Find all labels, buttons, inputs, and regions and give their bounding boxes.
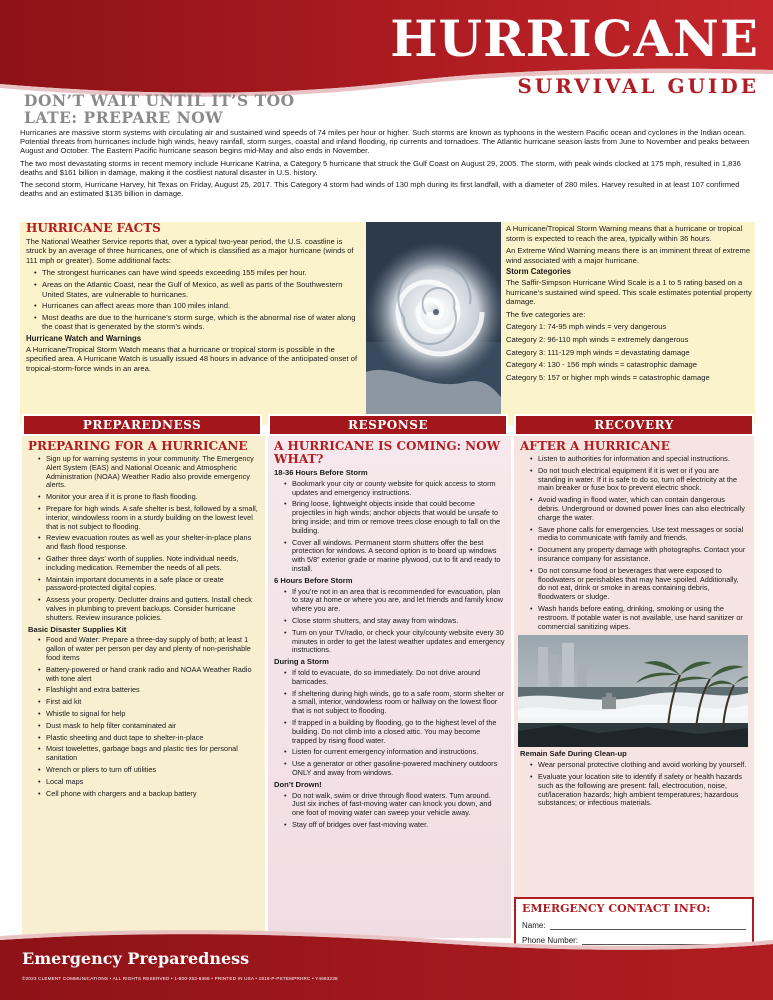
name-field[interactable] <box>550 922 746 930</box>
category-3: Category 3: 111-129 mph winds = devastating damage <box>506 347 690 357</box>
list-item: • If trapped in a building by flooding, go to the highest level of the building. Do not climb into a closed attic. You may become trapped by rising flood water. <box>284 719 505 745</box>
list-item: • Whistle to signal for help <box>38 710 259 719</box>
page-title: HURRICANE <box>390 9 759 68</box>
name-label: Name: <box>522 921 546 930</box>
preparedness-list <box>38 455 259 623</box>
response-bar: RESPONSE <box>268 414 508 436</box>
response-column <box>268 436 511 938</box>
storm-beach-image <box>518 635 748 747</box>
hurricane-satellite-image <box>366 222 501 425</box>
list-item: • The strongest hurricanes can have wind speeds exceeding 155 miles per hour. <box>34 268 360 278</box>
preparedness-title: PREPARING FOR A HURRICANE <box>28 439 248 453</box>
intro-text <box>20 128 755 201</box>
category-4: Category 4: 130 - 156 mph winds = catastrophic damage <box>506 360 698 370</box>
extreme-wind-text: An Extreme Wind Warning means there is an imminent threat of extreme wind associated with a major hurricane. <box>506 246 751 265</box>
preparedness-bar: PREPAREDNESS <box>22 414 262 436</box>
footer-copyright: ©2023 CLEMENT COMMUNICATIONS • ALL RIGHTS RESERVED • 1-800-253-6368 • PRINTED IN USA • 1916-P-PSTEMPRHRC • Y4683238 <box>22 976 338 981</box>
list-item: • Bring loose, lightweight objects inside that could become projectiles in high winds; anchor objects that would be unsafe to bring inside; and trim or remove trees close enough to fall on the building. <box>284 500 505 535</box>
list-item: • Prepare for high winds. A safe shelter is best, followed by a small, interior, windowless room in a sturdy building on the lowest level that is not subject to flooding. <box>38 505 259 531</box>
facts-intro: The National Weather Service reports that, over a typical two-year period, the U.S. coastline is struck by an average of three hurricanes, one of which is classified as a major hurricane (winds of 111 mph or greater). Some additional facts: <box>26 236 354 265</box>
list-item: • Areas on the Atlantic Coast, near the Gulf of Mexico, as well as parts of the Southwestern United States, are vulnerable to hurricanes. <box>34 280 360 299</box>
recovery-title: AFTER A HURRICANE <box>520 439 670 453</box>
list-item: • If you’re not in an area that is recommended for evacuation, plan to stay at home or where you are, and let friends and family know where you are. <box>284 588 505 614</box>
response-section-heading: 6 Hours Before Storm <box>274 575 353 585</box>
list-item: • Use a generator or other gasoline-powered machinery outdoors ONLY and away from windows. <box>284 760 505 778</box>
response-list <box>284 792 505 830</box>
header-banner <box>0 0 773 127</box>
footer-banner <box>0 930 773 1000</box>
list-item: • Bookmark your city or county website for quick access to storm updates and emergency instructions. <box>284 480 505 498</box>
facts-left-column <box>26 221 360 373</box>
emergency-contact-title: EMERGENCY CONTACT INFO: <box>522 902 711 915</box>
category-1: Category 1: 74-95 mph winds = very dangerous <box>506 322 667 332</box>
recovery-list <box>530 455 748 631</box>
footer-title: Emergency Preparedness <box>22 949 250 968</box>
list-item: • Stay off of bridges over fast-moving water. <box>284 821 505 830</box>
cleanup-list <box>530 761 748 808</box>
category-5: Category 5: 157 or higher mph winds = catastrophic damage <box>506 372 710 382</box>
list-item: • Flashlight and extra batteries <box>38 686 259 695</box>
name-line <box>522 921 746 930</box>
categories-lead: The five categories are: <box>506 309 586 319</box>
facts-heading: HURRICANE FACTS <box>26 221 161 235</box>
list-item: • Wrench or pliers to turn off utilities <box>38 766 259 775</box>
list-item: • Save phone calls for emergencies. Use text messages or social media to communicate with family and friends. <box>530 526 748 544</box>
recovery-column <box>514 436 754 938</box>
phone-label: Phone Number: <box>522 936 579 945</box>
list-item: • Local maps <box>38 778 259 787</box>
list-item: • Assess your property. Declutter drains and gutters. Install check valves in plumbing to prevent backups. Consider hurricane shutters. Review insurance policies. <box>38 596 259 622</box>
response-list <box>284 669 505 778</box>
intro-paragraph: The second storm, Hurricane Harvey, hit Texas on Friday, August 25, 2017. This Category 4 storm had winds of 130 mph during its first landfall, with a diameter of 280 miles. Harvey resulted in at least 107 confirmed deaths and an estimated $135 billion in damage. <box>20 180 740 199</box>
list-item: • Do not touch electrical equipment if it is wet or if you are standing in water. If it is safe to do so, turn off electricity at the main breaker or fuse box to prevent electric shock. <box>530 467 748 493</box>
list-item: • First aid kit <box>38 698 259 707</box>
list-item: • If sheltering during high winds, go to a safe room, storm shelter or a small, interior, windowless room or hallway on the lowest floor that is not subject to flooding. <box>284 690 505 716</box>
category-2: Category 2: 96-110 mph winds = extremely dangerous <box>506 334 689 344</box>
list-item: • Plastic sheeting and duct tape to shelter-in-place <box>38 734 259 743</box>
facts-list <box>34 268 360 332</box>
response-section-heading: During a Storm <box>274 657 329 667</box>
response-section-heading: 18-36 Hours Before Storm <box>274 468 368 477</box>
intro-paragraph: Hurricanes are massive storm systems with circulating air and sustained wind speeds of 74 miles per hour or higher. Such storms are known as typhoons in the western Pacific ocean and cyclones in the Indian ocean. Potential threats from hurricanes include high winds, heavy rainfall, storm surges, coastal and inland flooding, rip currents and tornadoes. The Atlantic hurricane season lasts from June to November and peaks between August and October. The Eastern Pacific hurricane season begins mid-May and also ends in November. <box>20 128 750 156</box>
list-item: • Do not consume food or beverages that were exposed to floodwaters or perishables that may have spoiled. Additionally, do not eat, drink or smoke in areas containing debris, floodwaters or sludge. <box>530 567 748 602</box>
list-item: • Avoid wading in flood water, which can contain dangerous debris. Underground or downed power lines can also electrically charge the water. <box>530 496 748 522</box>
facts-right-column <box>506 224 752 382</box>
list-item: • Cover all windows. Permanent storm shutters offer the best protection for windows. A second option is to board up windows with 5/8” exterior grade or marine plywood, cut to fit and ready to install. <box>284 539 505 574</box>
hurricane-facts-panel <box>20 222 755 425</box>
list-item: • Sign up for warning systems in your community. The Emergency Alert System (EAS) and National Oceanic and Atmospheric Administration (NOAA) Weather Radio also provide emergency alerts. <box>38 455 259 490</box>
list-item: • Cell phone with chargers and a backup battery <box>38 790 259 799</box>
watch-text: A Hurricane/Tropical Storm Watch means that a hurricane or tropical storm is possible in the specified area. A Hurricane Watch is usually issued 48 hours in advance of the anticipated onset of tropical-storm-force winds in an area. <box>26 344 358 373</box>
response-list <box>284 480 505 574</box>
cleanup-heading: Remain Safe During Clean-up <box>520 749 627 759</box>
list-item: • Close storm shutters, and stay away from windows. <box>284 617 505 626</box>
list-item: • Hurricanes can affect areas more than 100 miles inland. <box>34 301 360 311</box>
list-item: • Monitor your area if it is prone to flash flooding. <box>38 493 259 502</box>
list-item: • Evaluate your location site to identify if safety or health hazards such as the following are present: fall, electrocution, noise, cut/laceration hazards; high ambient temperatures; hazardous substances; or infectious materials. <box>530 773 748 808</box>
warning-text: A Hurricane/Tropical Storm Warning means that a hurricane or tropical storm is expected to reach the area, typically within 36 hours. <box>506 224 743 243</box>
list-item: • Listen to authorities for information and special instructions. <box>530 455 748 464</box>
preparedness-column <box>22 436 265 938</box>
list-item: • If told to evacuate, do so immediately. Do not drive around barricades. <box>284 669 505 687</box>
intro-paragraph: The two most devastating storms in recent memory include Hurricane Katrina, a Category 5 hurricane that struck the Gulf Coast on August 29, 2005. The storm, with peak winds clocked at 175 mph, resulted in 1,836 deaths and $161 billion in damage, making it the costliest natural disaster in U.S. history. <box>20 158 741 177</box>
list-item: • Battery-powered or hand crank radio and NOAA Weather Radio with tone alert <box>38 666 259 684</box>
list-item: • Review evacuation routes as well as your shelter-in-place plans and flash flood response. <box>38 534 259 552</box>
response-title: A HURRICANE IS COMING: NOW WHAT? <box>274 439 501 466</box>
watch-heading: Hurricane Watch and Warnings <box>26 333 142 343</box>
kit-heading: Basic Disaster Supplies Kit <box>28 624 127 634</box>
list-item: • Document any property damage with photographs. Contact your insurance company for assistance. <box>530 546 748 564</box>
list-item: • Wear personal protective clothing and avoid working by yourself. <box>530 761 748 770</box>
list-item: • Listen for current emergency information and instructions. <box>284 748 505 757</box>
list-item: • Most deaths are due to the hurricane’s storm surge, which is the abnormal rise of water along the coast that is generated by the storm’s winds. <box>34 313 360 332</box>
list-item: • Gather three days’ worth of supplies. Note individual needs, including medication. Remember the needs of all pets. <box>38 555 259 573</box>
categories-intro: The Saffir-Simpson Hurricane Wind Scale is a 1 to 5 rating based on a hurricane’s sustained wind speed. This scale estimates potential property damage. <box>506 277 752 307</box>
kit-list <box>38 636 259 798</box>
storm-categories-heading: Storm Categories <box>506 267 571 277</box>
list-item: • Wash hands before eating, drinking, smoking or using the restroom. If potable water is not available, use hand sanitizer or commercial sanitizing wipes. <box>530 605 748 631</box>
response-list <box>284 588 505 656</box>
response-section-heading: Don’t Drown! <box>274 779 322 789</box>
list-item: • Dust mask to help filter contaminated air <box>38 722 259 731</box>
list-item: • Maintain important documents in a safe place or create password-protected digital copies. <box>38 576 259 594</box>
list-item: • Moist towelettes, garbage bags and plastic ties for personal sanitation <box>38 745 259 763</box>
page-subtitle: SURVIVAL GUIDE <box>517 74 759 98</box>
list-item: • Food and Water: Prepare a three-day supply of both; at least 1 gallon of water per person per day and plenty of non-perishable food items <box>38 636 259 662</box>
recovery-bar: RECOVERY <box>514 414 754 436</box>
tagline: DON’T WAIT UNTIL IT’S TOO LATE: PREPARE NOW <box>24 91 295 127</box>
list-item: • Turn on your TV/radio, or check your city/county website every 30 minutes in order to get the latest weather updates and emergency instructions. <box>284 629 505 655</box>
list-item: • Do not walk, swim or drive through flood waters. Turn around. Just six inches of fast-moving water can knock you down, and one foot of moving water can sweep your vehicle away. <box>284 792 505 818</box>
